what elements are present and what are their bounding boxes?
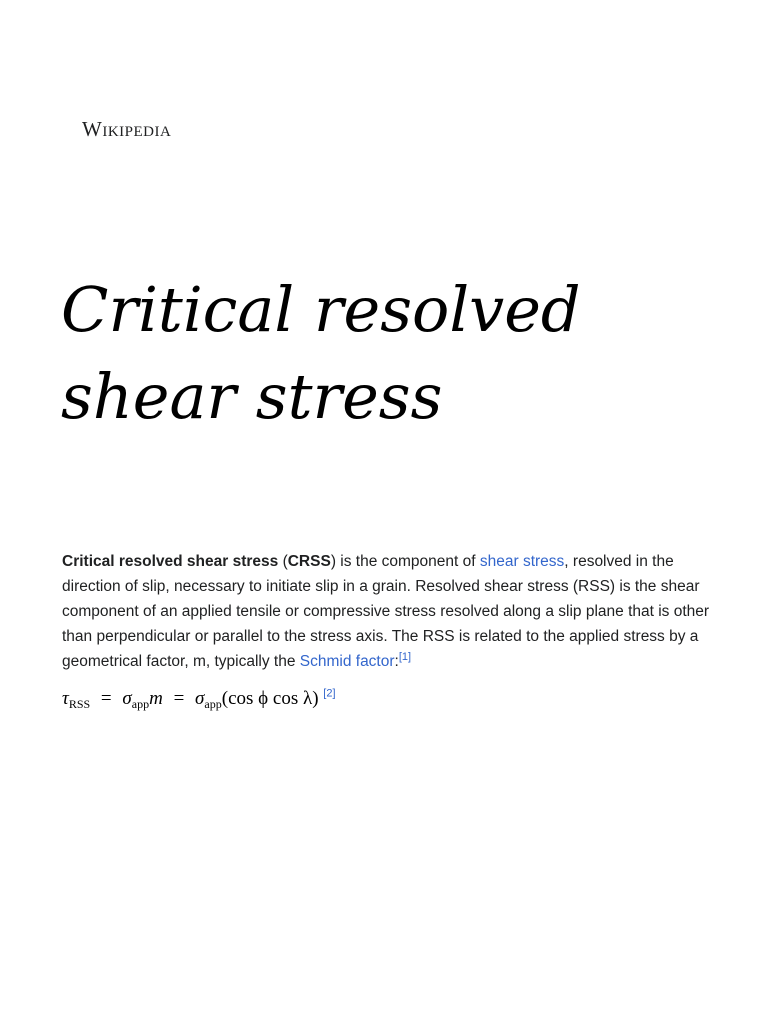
app-subscript: app [204,697,222,711]
equals-sign: = [173,688,185,709]
rss-subscript: RSS [68,697,91,711]
tau-symbol: τ [62,688,69,709]
rss-formula [62,688,336,712]
bold-term: Critical resolved shear stress [62,553,279,570]
cos-product: (cos ϕ cos λ) [221,688,319,709]
app-subscript: app [131,697,150,711]
lead-text: ) is the component of [330,553,480,570]
lead-paragraph [62,549,712,674]
lead-text: , resolved in the direction of slip, necessary to initiate slip in a grain. Resolved shear stress (RSS) is the shear component of an applied tensile or compressive stress resolved along a slip plane that is other than perpendicular or parallel to the stress axis. The RSS is related to the applied stress by a geometrical factor, m, typically the [62,553,710,670]
shear-stress-link[interactable]: shear stress [479,553,565,570]
page-title: Critical resolved shear stress [61,273,581,433]
m-symbol: m [149,688,163,709]
lead-text: ( [278,553,288,570]
lead-text: : [394,653,399,670]
sigma-symbol: σ [122,688,132,709]
wikipedia-wordmark[interactable]: Wikipedia [82,117,172,141]
reference-1-link[interactable]: [1] [398,650,412,663]
equals-sign: = [100,688,112,709]
bold-abbreviation: CRSS [287,553,331,570]
sigma-symbol: σ [195,688,205,709]
schmid-factor-link[interactable]: Schmid factor [299,653,395,670]
reference-2-link[interactable]: [2] [323,687,336,700]
